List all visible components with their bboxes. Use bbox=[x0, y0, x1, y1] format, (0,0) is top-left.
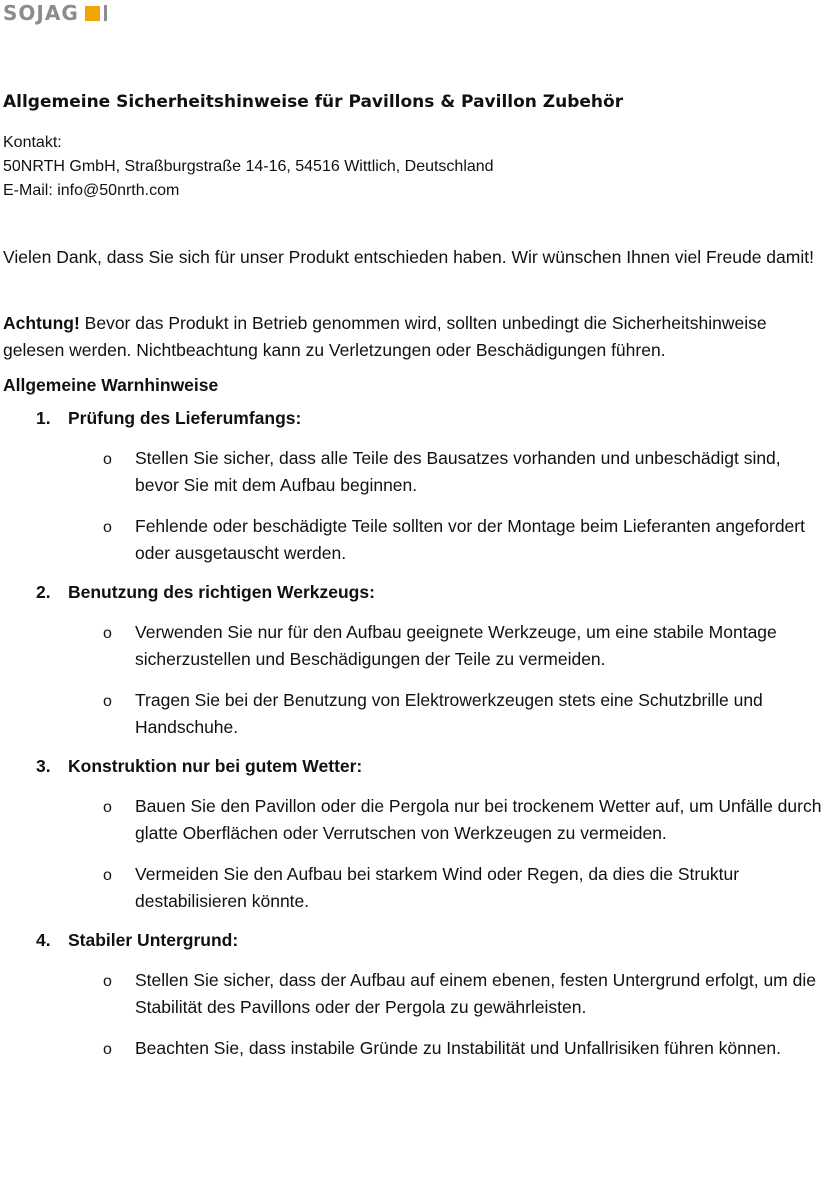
logo-text: SOJAG bbox=[3, 1, 79, 25]
circle-bullet-icon: o bbox=[103, 1041, 112, 1058]
warning-list bbox=[3, 404, 825, 1062]
sub-list bbox=[3, 793, 825, 915]
document-body bbox=[3, 89, 825, 1062]
circle-bullet-icon: o bbox=[103, 799, 112, 816]
circle-bullet-icon: o bbox=[103, 693, 112, 710]
sub-list-item-text: Vermeiden Sie den Aufbau bei starkem Wind oder Regen, da dies die Struktur destabilisieren könnte. bbox=[135, 864, 740, 911]
sub-list-item bbox=[3, 687, 825, 741]
list-item bbox=[3, 752, 825, 915]
list-item-number: 2. bbox=[36, 582, 51, 602]
logo-square-icon bbox=[85, 6, 100, 21]
circle-bullet-icon: o bbox=[103, 519, 112, 536]
sub-list-item bbox=[3, 861, 825, 915]
warning-paragraph bbox=[3, 310, 825, 364]
list-item bbox=[3, 404, 825, 567]
list-item-heading-text: Benutzung des richtigen Werkzeugs: bbox=[68, 582, 375, 602]
contact-address: 50NRTH GmbH, Straßburgstraße 14-16, 54516 Wittlich, Deutschland bbox=[3, 158, 494, 175]
list-item-heading bbox=[3, 404, 825, 432]
sub-list-item-text: Stellen Sie sicher, dass alle Teile des Bausatzes vorhanden und unbeschädigt sind, bevor Sie mit dem Aufbau beginnen. bbox=[135, 448, 781, 495]
list-item-number: 1. bbox=[36, 408, 51, 428]
list-item-heading bbox=[3, 926, 825, 954]
sub-list bbox=[3, 445, 825, 567]
sub-list-item-text: Fehlende oder beschädigte Teile sollten vor der Montage beim Lieferanten angefordert oder ausgetauscht werden. bbox=[135, 516, 805, 563]
sub-list-item bbox=[3, 619, 825, 673]
list-item-heading bbox=[3, 752, 825, 780]
contact-label: Kontakt: bbox=[3, 134, 62, 151]
list-item-heading-text: Stabiler Untergrund: bbox=[68, 930, 239, 950]
list-item-number: 4. bbox=[36, 930, 51, 950]
sub-list-item-text: Bauen Sie den Pavillon oder die Pergola nur bei trockenem Wetter auf, um Unfälle durch glatte Oberflächen oder Verrutschen von Werkzeugen zu vermeiden. bbox=[135, 796, 822, 843]
contact-block bbox=[3, 131, 825, 203]
logo bbox=[3, 2, 107, 24]
sub-list-item bbox=[3, 967, 825, 1021]
warning-label: Achtung! bbox=[3, 313, 80, 333]
section-heading: Allgemeine Warnhinweise bbox=[3, 375, 219, 395]
logo-bar-icon bbox=[104, 5, 107, 21]
sub-list-item-text: Stellen Sie sicher, dass der Aufbau auf einem ebenen, festen Untergrund erfolgt, um die Stabilität des Pavillons oder der Pergola zu gewährleisten. bbox=[135, 970, 816, 1017]
sub-list-item-text: Verwenden Sie nur für den Aufbau geeignete Werkzeuge, um eine stabile Montage sicherzustellen und Beschädigungen der Teile zu vermeiden. bbox=[135, 622, 777, 669]
sub-list bbox=[3, 967, 825, 1062]
thanks-paragraph: Vielen Dank, dass Sie sich für unser Produkt entschieden haben. Wir wünschen Ihnen viel Freude damit! bbox=[3, 247, 814, 267]
sub-list-item bbox=[3, 513, 825, 567]
sub-list-item bbox=[3, 1035, 825, 1062]
sub-list-item-text: Beachten Sie, dass instabile Gründe zu Instabilität und Unfallrisiken führen können. bbox=[135, 1038, 781, 1058]
page-title: Allgemeine Sicherheitshinweise für Pavillons & Pavillon Zubehör bbox=[3, 92, 624, 112]
list-item-number: 3. bbox=[36, 756, 51, 776]
list-item-heading bbox=[3, 578, 825, 606]
circle-bullet-icon: o bbox=[103, 451, 112, 468]
list-item bbox=[3, 578, 825, 741]
contact-email: E-Mail: info@50nrth.com bbox=[3, 182, 180, 199]
list-item-heading-text: Konstruktion nur bei gutem Wetter: bbox=[68, 756, 363, 776]
circle-bullet-icon: o bbox=[103, 625, 112, 642]
circle-bullet-icon: o bbox=[103, 867, 112, 884]
sub-list-item bbox=[3, 793, 825, 847]
list-item-heading-text: Prüfung des Lieferumfangs: bbox=[68, 408, 302, 428]
warning-text: Bevor das Produkt in Betrieb genommen wird, sollten unbedingt die Sicherheitshinweise gelesen werden. Nichtbeachtung kann zu Verletzungen oder Beschädigungen führen. bbox=[3, 313, 767, 360]
sub-list-item-text: Tragen Sie bei der Benutzung von Elektrowerkzeugen stets eine Schutzbrille und Handschuhe. bbox=[135, 690, 763, 737]
list-item bbox=[3, 926, 825, 1062]
sub-list bbox=[3, 619, 825, 741]
circle-bullet-icon: o bbox=[103, 973, 112, 990]
sub-list-item bbox=[3, 445, 825, 499]
